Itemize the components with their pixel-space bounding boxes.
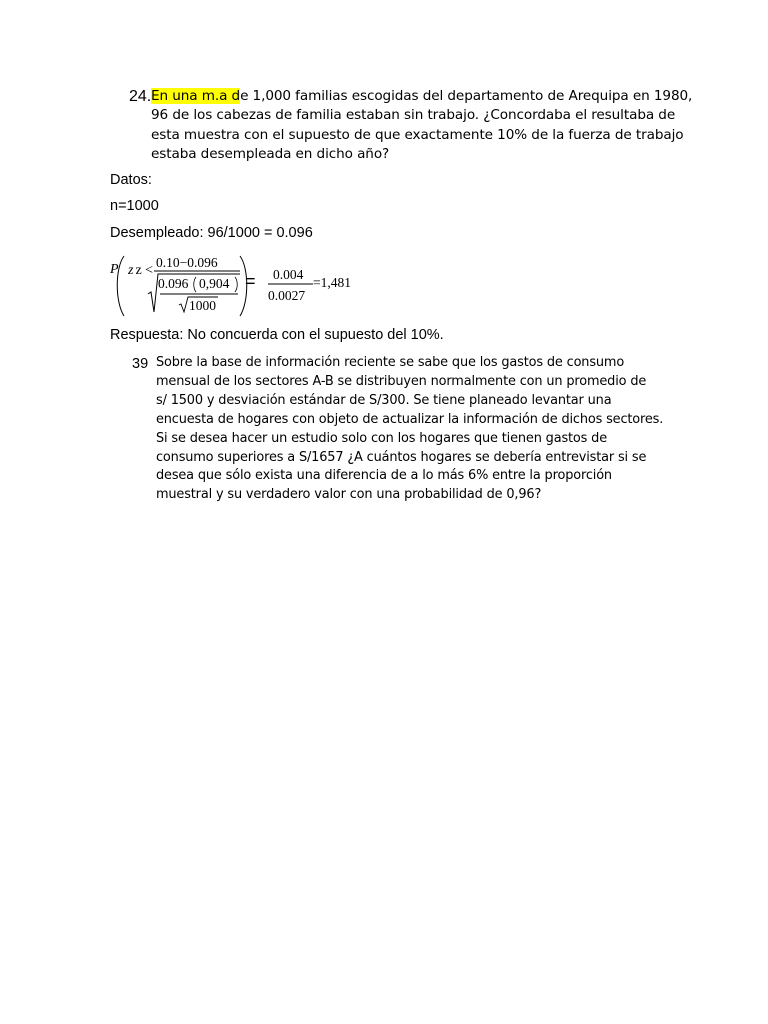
formula-equals: =: [245, 271, 256, 291]
formula-frac2-numerator: 0.004: [273, 267, 304, 282]
n-value-line: n=1000: [110, 198, 159, 214]
formula-z: z: [128, 263, 134, 278]
question-39-line-4: encuesta de hogares con objeto de actualizar la información de dichos sectores.: [156, 411, 664, 427]
question-24-number: 24.: [129, 88, 152, 105]
formula-frac2-denominator: 0.0027: [268, 288, 306, 303]
question-39-line-7: desea que sólo exista una diferencia de a lo más 6% entre la proporción: [156, 468, 612, 484]
formula-lt: z <: [135, 263, 154, 278]
formula-den-p: 0.096: [158, 276, 189, 291]
question-39-number: 39: [132, 356, 149, 372]
question-39-line-1: Sobre la base de información reciente se sabe que los gastos de consumo: [156, 355, 625, 370]
question-39-line-8: muestral y su verdadero valor con una probabilidad de 0,96?: [156, 487, 542, 503]
question-39-line-5: Si se desea hacer un estudio solo con los hogares que tienen gastos de: [156, 430, 607, 446]
highlighted-text: En una m.a d: [151, 88, 241, 104]
question-39-line-2: mensual de los sectores A-B se distribuyen normalmente con un promedio de: [156, 373, 647, 389]
formula-den-paren-right: [235, 277, 237, 292]
formula-z-less: [127, 263, 153, 278]
formula-numerator: 0.10−0.096: [156, 255, 218, 270]
formula-den-q: 0,904: [199, 276, 230, 291]
desempleado-line: Desempleado: 96/1000 = 0.096: [110, 225, 313, 241]
formula-den-n: 1000: [189, 298, 216, 313]
question-24-text: [151, 87, 693, 164]
question-24-line-1: [151, 87, 693, 106]
formula-result: =1,481: [313, 275, 351, 290]
question-24-line-2: 96 de los cabezas de familia estaban sin trabajo. ¿Concordaba el resultaba de: [151, 107, 676, 124]
question-24-line-3: esta muestra con el supuesto de que exactamente 10% de la fuerza de trabajo: [151, 126, 684, 143]
question-24-line-4: estaba desempleada en dicho año?: [151, 145, 390, 162]
question-39-line-3: s/ 1500 y desviación estándar de S/300. Se tiene planeado levantar una: [156, 392, 612, 408]
formula-p: P: [110, 262, 119, 277]
question-39-line-6: consumo superiores a S/1657 ¿A cuántos hogares se debería entrevistar si se: [156, 449, 647, 465]
probability-formula: [104, 250, 374, 322]
question-24-line-1-rest: e 1,000 familias escogidas del departamento de Arequipa en 1980,: [240, 88, 693, 104]
respuesta-line: Respuesta: No concuerda con el supuesto del 10%.: [110, 327, 444, 343]
formula-den-paren-left: [194, 277, 196, 292]
datos-label: Datos:: [110, 172, 152, 188]
question-39-text: [156, 354, 676, 505]
